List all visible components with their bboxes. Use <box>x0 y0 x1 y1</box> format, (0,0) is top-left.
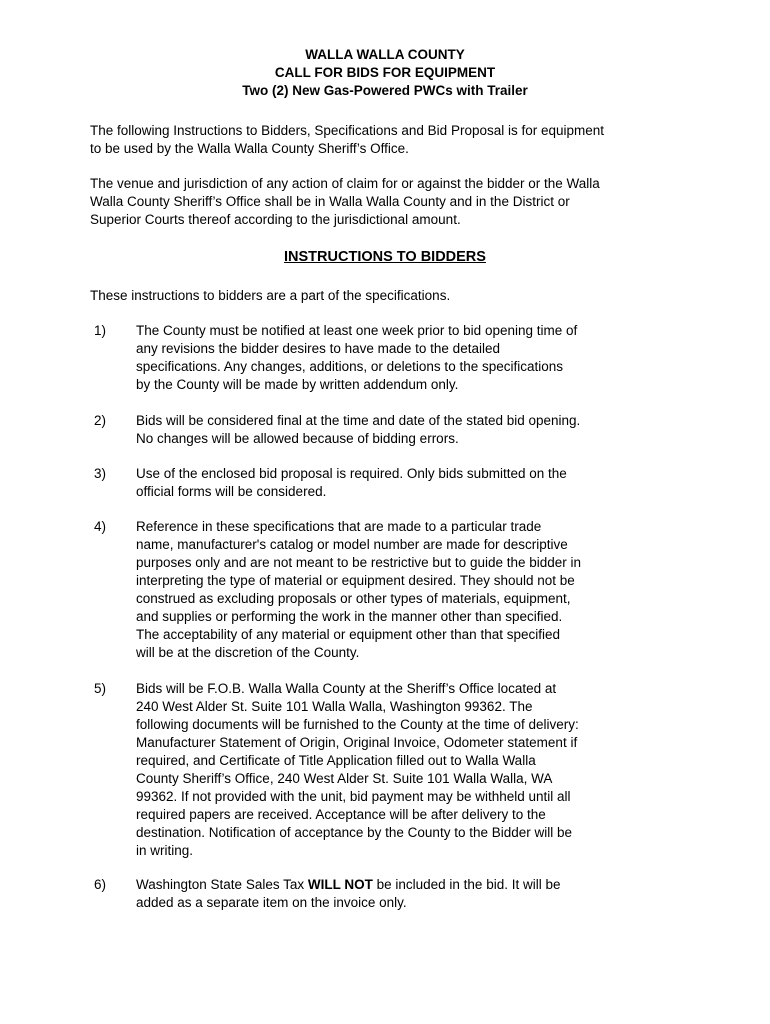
list-item-number: 4) <box>94 519 107 534</box>
section-intro: These instructions to bidders are a part of the specifications. <box>90 288 451 303</box>
list-item-number: 2) <box>94 413 107 428</box>
list-item-text: Reference in these specifications that are made to a particular trade name, manufacturer's catalog or model number are made for descriptive purposes only and are not meant to be restrictive but to guide the bidder in interpreting the type of material or equipment desired. They should not be construed as excluding proposals or other types of materials, equipment, and supplies or performing the work in the manner other than specified. The acceptability of any material or equipment other than that specified will be at the discretion of the County. <box>136 519 582 660</box>
section-title: INSTRUCTIONS TO BIDDERS <box>284 249 486 265</box>
list-item-text: Bids will be F.O.B. Walla Walla County at the Sheriff’s Office located at 240 West Alder St. Suite 101 Walla Walla, Washington 99362. The following documents will be furnished to the County at the time of delivery: Manufacturer Statement of Origin, Original Invoice, Odometer statement if required, and Certificate of Title Application filled out to Walla Walla County Sheriff’s Office, 240 West Alder St. Suite 101 Walla Walla, WA 99362. If not provided with the unit, bid payment may be withheld until all required papers are received. Acceptance will be after delivery to the destination. Notification of acceptance by the County to the Bidder will be in writing. <box>136 681 579 858</box>
list-item-text: Washington State Sales Tax WILL NOT be included in the bid. It will be added as a separate item on the invoice only. <box>136 877 561 910</box>
list-item-number: 6) <box>94 877 107 892</box>
header-county: WALLA WALLA COUNTY <box>305 47 465 62</box>
emphasis-will-not: WILL NOT <box>307 877 373 892</box>
list-item-number: 5) <box>94 681 107 696</box>
header-subject: Two (2) New Gas-Powered PWCs with Trailer <box>242 83 528 98</box>
list-item-text: Use of the enclosed bid proposal is required. Only bids submitted on the official forms will be considered. <box>136 466 567 499</box>
intro-paragraph-2: The venue and jurisdiction of any action of claim for or against the bidder or the Walla Walla County Sheriff’s Office shall be in Walla Walla County and in the District or Superior Courts thereof according to the jurisdictional amount. <box>90 176 600 227</box>
list-item-number: 3) <box>94 466 107 481</box>
list-item-number: 1) <box>94 323 107 338</box>
list-item-text: The County must be notified at least one week prior to bid opening time of any revisions the bidder desires to have made to the detailed specifications. Any changes, additions, or deletions to the specifications by the County will be made by written addendum only. <box>136 323 578 392</box>
intro-paragraph-1: The following Instructions to Bidders, Specifications and Bid Proposal is for equipment to be used by the Walla Walla County Sheriff’s Office. <box>90 123 605 156</box>
list-item-text: Bids will be considered final at the time and date of the stated bid opening. No changes will be allowed because of bidding errors. <box>136 413 581 446</box>
header-call-for-bids: CALL FOR BIDS FOR EQUIPMENT <box>274 65 496 80</box>
document-header <box>0 46 770 100</box>
